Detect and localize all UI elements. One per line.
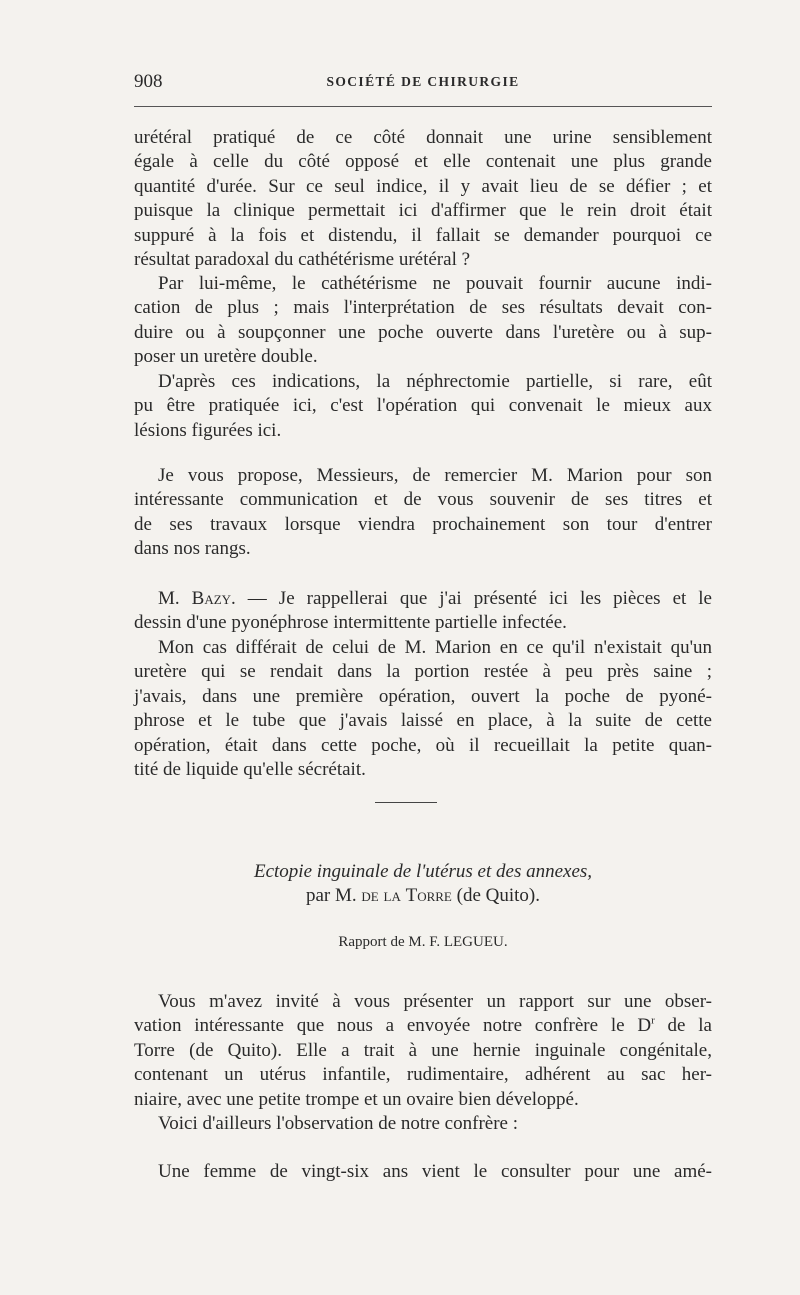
byline-de: de bbox=[361, 885, 379, 907]
running-title: SOCIÉTÉ DE CHIRURGIE bbox=[326, 74, 520, 89]
paragraph-9 bbox=[134, 1160, 712, 1184]
text-line bbox=[134, 1014, 712, 1038]
header-rule bbox=[134, 106, 712, 107]
paragraph-8 bbox=[134, 1112, 712, 1136]
speaker-name: Bazy bbox=[191, 588, 232, 609]
text-line: phrose et le tube que j'avais laissé en place, à la suite de cette bbox=[134, 710, 712, 732]
paragraph-7 bbox=[134, 990, 712, 1112]
text-fragment: de la bbox=[654, 1015, 712, 1037]
paragraph-4 bbox=[134, 464, 712, 562]
page-number: 908 bbox=[134, 71, 163, 92]
byline-suffix: (de Quito). bbox=[451, 885, 540, 907]
paragraph-1 bbox=[134, 126, 712, 272]
article-byline bbox=[134, 884, 712, 908]
text-line: Torre (de Quito). Elle a trait à une hernie inguinale congénitale, bbox=[134, 1039, 712, 1061]
speaker-rest: . — Je rappellerai que j'ai présenté ici les pièces et le bbox=[231, 588, 712, 609]
text-line: duire ou à soupçonner une poche ouverte dans l'uretère ou à sup- bbox=[134, 321, 712, 343]
text-line: D'après ces indications, la néphrectomie partielle, si rare, eût bbox=[158, 371, 712, 392]
text-line: Mon cas différait de celui de M. Marion en ce qu'il n'existait qu'un bbox=[158, 637, 712, 658]
speaker-prefix: M. bbox=[158, 588, 192, 609]
article-title: Ectopie inguinale de l'utérus et des annexes, bbox=[253, 861, 593, 882]
text-line: j'avais, dans une première opération, ouvert la poche de pyoné- bbox=[134, 685, 712, 707]
text-line: égale à celle du côté opposé et elle contenait une plus grande bbox=[134, 151, 712, 173]
text-line: de ses travaux lorsque viendra prochainement son tour d'entrer bbox=[134, 513, 712, 535]
text-line bbox=[134, 587, 712, 611]
text-line: urétéral pratiqué de ce côté donnait une urine sensiblement bbox=[134, 127, 712, 148]
text-line: Vous m'avez invité à vous présenter un rapport sur une obser- bbox=[158, 991, 712, 1012]
paragraph-2 bbox=[134, 272, 712, 370]
text-line: Je vous propose, Messieurs, de remercier M. Marion pour son bbox=[158, 465, 712, 486]
byline-la: la bbox=[383, 885, 401, 907]
text-line: cation de plus ; mais l'interprétation de ses résultats devait con- bbox=[134, 297, 712, 319]
text-line: niaire, avec une petite trompe et un ovaire bien développé. bbox=[134, 1088, 579, 1110]
text-line: dans nos rangs. bbox=[134, 538, 251, 560]
text-line: résultat paradoxal du cathétérisme urétéral ? bbox=[134, 248, 471, 270]
text-line: dessin d'une pyonéphrose intermittente partielle infectée. bbox=[134, 612, 567, 634]
paragraph-5 bbox=[134, 587, 712, 636]
text-line: contenant un utérus infantile, rudimentaire, adhérent au sac her- bbox=[134, 1064, 712, 1086]
text-line: puisque la clinique permettait ici d'affirmer que le rein droit était bbox=[134, 200, 712, 222]
text-line: tité de liquide qu'elle sécrétait. bbox=[134, 758, 366, 780]
text-line: intéressante communication et de vous souvenir de ses titres et bbox=[134, 489, 712, 511]
text-line: Voici d'ailleurs l'observation de notre confrère : bbox=[158, 1113, 518, 1134]
text-line: Une femme de vingt-six ans vient le consulter pour une amé- bbox=[158, 1161, 712, 1182]
running-head bbox=[134, 71, 712, 99]
rapport-line: Rapport de M. F. LEGUEU. bbox=[338, 934, 508, 950]
article-heading bbox=[134, 860, 712, 909]
text-line: quantité d'urée. Sur ce seul indice, il y avait lieu de se défier ; et bbox=[134, 175, 712, 197]
text-line: suppuré à la fois et distendu, il fallait se demander pourquoi ce bbox=[134, 224, 712, 246]
text-line: opération, était dans cette poche, où il recueillait la petite quan- bbox=[134, 734, 712, 756]
byline-prefix: par M. bbox=[306, 885, 362, 907]
paragraph-3 bbox=[134, 370, 712, 443]
superscript: r bbox=[651, 1015, 655, 1028]
text-line: Par lui-même, le cathétérisme ne pouvait fournir aucune indi- bbox=[158, 273, 712, 294]
section-separator bbox=[375, 802, 437, 803]
text-fragment: vation intéressante que nous a envoyée notre confrère le D bbox=[134, 1015, 652, 1037]
text-line: lésions figurées ici. bbox=[134, 419, 282, 441]
paragraph-6 bbox=[134, 636, 712, 782]
text-line: pu être pratiquée ici, c'est l'opération qui convenait le mieux aux bbox=[134, 395, 712, 417]
text-line: uretère qui se rendait dans la portion restée à peu près saine ; bbox=[134, 661, 712, 683]
text-line: poser un uretère double. bbox=[134, 346, 318, 368]
byline-name: Torre bbox=[405, 885, 452, 907]
